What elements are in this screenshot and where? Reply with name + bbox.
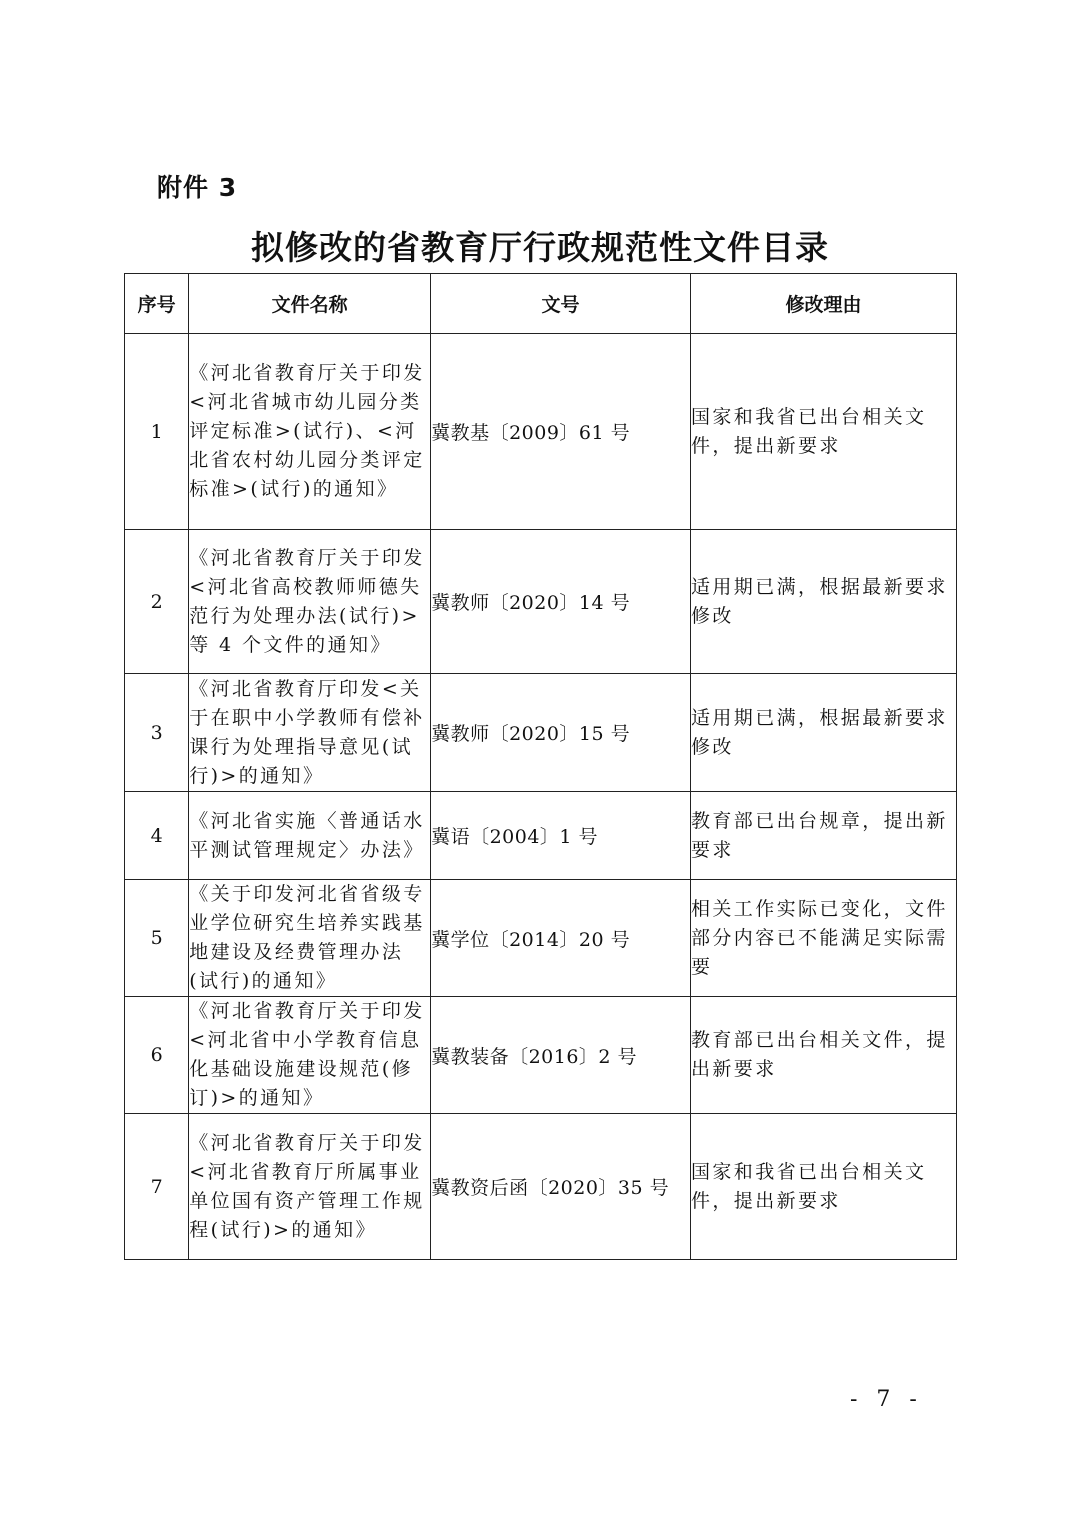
- table-header-row: [125, 274, 957, 334]
- revision-reason: 国家和我省已出台相关文件，提出新要求: [691, 1114, 957, 1260]
- row-number: 2: [125, 530, 189, 674]
- page-number: - 7 -: [850, 1387, 923, 1412]
- document-title: 拟修改的省教育厅行政规范性文件目录: [251, 228, 829, 267]
- document-code: 冀教基〔2009〕61 号: [431, 334, 691, 530]
- column-header-reason: 修改理由: [691, 274, 957, 334]
- file-name: 《河北省教育厅关于印发<河北省中小学教育信息化基础设施建设规范(修订)>的通知》: [189, 997, 431, 1114]
- document-catalog-table: [124, 273, 957, 1260]
- document-code: 冀教资后函〔2020〕35 号: [431, 1114, 691, 1260]
- file-name: 《河北省教育厅关于印发<河北省高校教师师德失范行为处理办法(试行)>等 4 个文件的通知》: [189, 530, 431, 674]
- table-row: [125, 334, 957, 530]
- table-row: [125, 997, 957, 1114]
- file-name: 《河北省教育厅印发<关于在职中小学教师有偿补课行为处理指导意见(试行)>的通知》: [189, 674, 431, 792]
- revision-reason: 相关工作实际已变化，文件部分内容已不能满足实际需要: [691, 880, 957, 997]
- row-number: 3: [125, 674, 189, 792]
- row-number: 7: [125, 1114, 189, 1260]
- file-name: 《河北省教育厅关于印发<河北省城市幼儿园分类评定标准>(试行)、<河北省农村幼儿园分类评定标准>(试行)的通知》: [189, 334, 431, 530]
- document-code: 冀教师〔2020〕15 号: [431, 674, 691, 792]
- file-name: 《河北省实施〈普通话水平测试管理规定〉办法》: [189, 792, 431, 880]
- revision-reason: 适用期已满，根据最新要求修改: [691, 674, 957, 792]
- revision-reason: 教育部已出台规章，提出新要求: [691, 792, 957, 880]
- table-row: [125, 880, 957, 997]
- column-header-file-name: 文件名称: [189, 274, 431, 334]
- revision-reason: 适用期已满，根据最新要求修改: [691, 530, 957, 674]
- attachment-label: 附件 3: [157, 173, 238, 202]
- table-row: [125, 530, 957, 674]
- document-code: 冀学位〔2014〕20 号: [431, 880, 691, 997]
- document-code: 冀教装备〔2016〕2 号: [431, 997, 691, 1114]
- document-code: 冀教师〔2020〕14 号: [431, 530, 691, 674]
- file-name: 《河北省教育厅关于印发<河北省教育厅所属事业单位国有资产管理工作规程(试行)>的通知》: [189, 1114, 431, 1260]
- table-row: [125, 674, 957, 792]
- table-row: [125, 792, 957, 880]
- revision-reason: 教育部已出台相关文件，提出新要求: [691, 997, 957, 1114]
- row-number: 5: [125, 880, 189, 997]
- table-row: [125, 1114, 957, 1260]
- document-code: 冀语〔2004〕1 号: [431, 792, 691, 880]
- row-number: 4: [125, 792, 189, 880]
- row-number: 6: [125, 997, 189, 1114]
- column-header-number: 序号: [125, 274, 189, 334]
- row-number: 1: [125, 334, 189, 530]
- file-name: 《关于印发河北省省级专业学位研究生培养实践基地建设及经费管理办法(试行)的通知》: [189, 880, 431, 997]
- column-header-document-code: 文号: [431, 274, 691, 334]
- revision-reason: 国家和我省已出台相关文件，提出新要求: [691, 334, 957, 530]
